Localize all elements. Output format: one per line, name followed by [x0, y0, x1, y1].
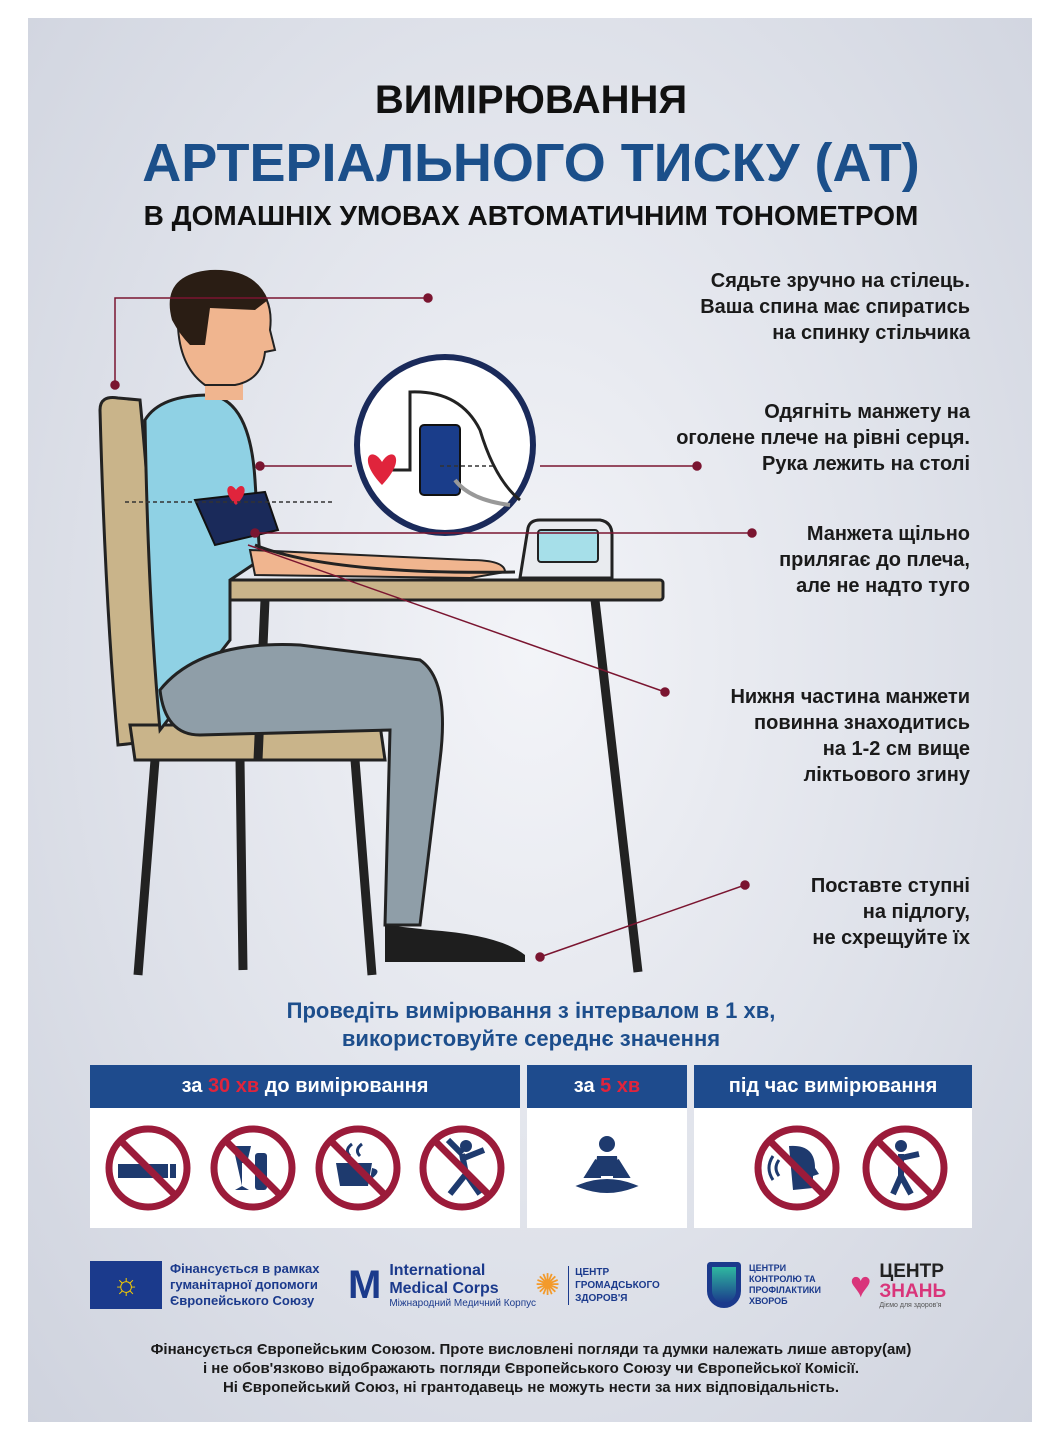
instruction-line: Нижня частина манжети — [730, 686, 970, 708]
logo-knowledge-center: ♥ ЦЕНТР ЗНАНЬ Діємо для здоров'я — [850, 1260, 947, 1309]
phc-emblem-icon: ✺ — [535, 1268, 561, 1302]
title-line3: В ДОМАШНІХ УМОВАХ АВТОМАТИЧНИМ ТОНОМЕТРОМ — [143, 200, 919, 231]
instruction-line: Манжета щільно — [806, 523, 970, 545]
instruction-line: Рука лежить на столі — [762, 453, 970, 475]
instruction-line: на 1-2 см вище — [822, 738, 970, 760]
instruction-cuff — [676, 399, 970, 477]
instruction-line: на спинку стільчика — [772, 322, 970, 344]
zoom-circle — [357, 357, 533, 533]
instruction-tight — [779, 521, 970, 599]
interval-line2: використовуйте середнє значення — [341, 1026, 721, 1051]
logo-eu: ☼ Фінансується в рамках гуманітарної допомоги Європейського Союзу — [90, 1255, 319, 1315]
instruction-line: не схрещуйте їх — [812, 927, 970, 949]
instruction-line: Одягніть манжету на — [764, 401, 970, 423]
shield-icon — [707, 1262, 741, 1308]
panel-header: за 5 хв — [527, 1065, 687, 1108]
blood-pressure-monitor — [520, 520, 612, 578]
instruction-line: повинна знаходитись — [754, 712, 970, 734]
instruction-line: прилягає до плеча, — [779, 549, 970, 571]
panel-5-min — [527, 1065, 687, 1228]
interval-line1: Проведіть вимірювання з інтервалом в 1 хв, — [286, 998, 776, 1023]
instruction-line: оголене плече на рівні серця. — [676, 427, 970, 449]
instruction-line: Поставте ступні — [810, 875, 970, 897]
instruction-line: але не надто туго — [796, 575, 970, 597]
logo-imc: M International Medical Corps Міжнародний Медичний Корпус — [348, 1261, 537, 1309]
instruction-line: ліктьового згину — [803, 764, 970, 786]
imc-emblem-icon: M — [348, 1263, 382, 1307]
instruction-position — [730, 684, 970, 788]
instruction-sit — [700, 268, 970, 346]
instruction-line: Сядьте зручно на стілець. — [710, 270, 970, 292]
instruction-line: Ваша спина має спиратись — [700, 296, 970, 318]
title-line1: ВИМІРЮВАННЯ — [374, 78, 688, 122]
panel-during — [694, 1065, 972, 1228]
instruction-line: на підлогу, — [862, 901, 970, 923]
panel-header: за 30 хв до вимірювання — [90, 1065, 520, 1108]
eu-flag-icon: ☼ — [90, 1261, 162, 1309]
title-line2: АРТЕРІАЛЬНОГО ТИСКУ (АТ) — [142, 133, 920, 193]
panel-header: під час вимірювання — [694, 1065, 972, 1108]
logo-cdc-ukraine: ЦЕНТРИ КОНТРОЛЮ ТА ПРОФІЛАКТИКИ ХВОРОБ — [707, 1255, 821, 1315]
panel-30-min — [90, 1065, 520, 1228]
table — [228, 580, 663, 972]
disclaimer: Фінансується Європейським Союзом. Проте висловлені погляди та думки належать лише автору(ам) і не обов'язково відображають погляди Європейського Союзу чи Європейської Комісії. Ні Європейський Союз, ні грантодавець не можуть нести за них відповідальність. — [150, 1341, 912, 1396]
instruction-feet — [811, 873, 970, 951]
logo-public-health-center: ✺ ЦЕНТР ГРОМАДСЬКОГО ЗДОРОВ'Я — [535, 1266, 660, 1304]
knowledge-center-emblem-icon: ♥ — [850, 1264, 872, 1305]
